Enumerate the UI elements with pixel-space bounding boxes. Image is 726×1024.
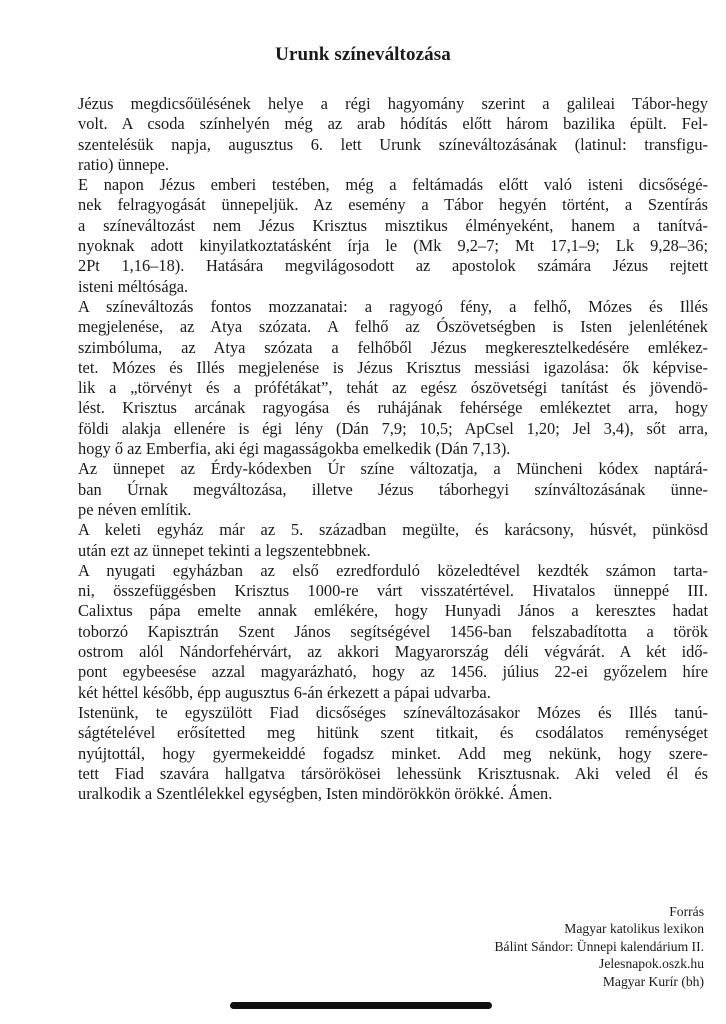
text-line: 2Pt 1,16–18). Hatására megvilágosodott az apostolok számára Jézus rejtett bbox=[78, 256, 708, 276]
text-line: Jézus megdicsőülésének helye a régi hagyomány szerint a galileai Tábor-hegy bbox=[78, 94, 708, 113]
paragraph bbox=[78, 561, 708, 703]
text-line: nyoknak adott kinyilatkoztatásként írja le (Mk 9,2–7; Mt 17,1–9; Lk 9,28–36; bbox=[78, 236, 708, 256]
text-line: ban Úrnak megváltozása, illetve Jézus táborhegyi színváltozásának ünne- bbox=[78, 479, 708, 499]
text-line: ni, összefüggésben Krisztus 1000-re várt visszatértével. Hivatalos ünneppé III. bbox=[78, 581, 708, 601]
sources-block bbox=[494, 903, 704, 990]
home-indicator-bar[interactable] bbox=[230, 1002, 492, 1009]
text-line: isteni méltósága. bbox=[78, 276, 189, 296]
source-item: Magyar katolikus lexikon bbox=[564, 921, 704, 937]
text-line: A nyugati egyházban az első ezredforduló közeledtével kezdték számon tarta- bbox=[78, 560, 708, 580]
text-line: tet. Mózes és Illés megjelenése is Jézus Krisztus messiási igazolása: ők képvise- bbox=[78, 357, 708, 377]
text-line: nek felragyogását ünnepeljük. Az esemény a Tábor hegyén történt, a Szentírás bbox=[78, 195, 708, 215]
text-line: nyújtottál, hogy gyermekeiddé fogadsz minket. Add meg nekünk, hogy szere- bbox=[78, 743, 708, 763]
source-item: Jelesnapok.oszk.hu bbox=[599, 956, 704, 972]
text-line: szimbóluma, az Atya szózata a felhőből Jézus megkeresztelkedésére emlékez- bbox=[78, 337, 708, 357]
text-line: E napon Jézus emberi testében, még a feltámadás előtt való isteni dicsőségé- bbox=[78, 175, 708, 195]
text-line: lést. Krisztus arcának ragyogása és ruhájának fehérsége emlékeztet arra, hogy bbox=[78, 398, 708, 418]
text-line: uralkodik a Szentlélekkel egységben, Isten mindörökkön örökké. Ámen. bbox=[78, 784, 553, 804]
text-line: Calixtus pápa emelte annak emlékére, hogy Hunyadi János a keresztes hadat bbox=[78, 601, 708, 621]
text-line: toborzó Kapisztrán Szent János segítségével 1456-ban felszabadította a török bbox=[78, 621, 708, 641]
text-line: megjelenése, az Atya szózata. A felhő az Ószövetségben is Isten jelenlétének bbox=[78, 317, 708, 337]
paragraph bbox=[78, 520, 708, 561]
paragraph bbox=[78, 175, 708, 297]
text-line: a színeváltozást nem Jézus Krisztus misztikus élményeként, hanem a tanítvá- bbox=[78, 215, 708, 235]
paragraph bbox=[78, 459, 708, 520]
text-line: pe néven említik. bbox=[78, 499, 192, 519]
text-line: földi alakja ellenére is égi lény (Dán 7,9; 10,5; ApCsel 1,20; Jel 3,4), sőt arra, bbox=[78, 418, 708, 438]
paragraph bbox=[78, 703, 708, 804]
text-line: ságtételével erősítetted meg hitünk szent titkait, és csodálatos reménységet bbox=[78, 723, 708, 743]
text-line: A színeváltozás fontos mozzanatai: a ragyogó fény, a felhő, Mózes és Illés bbox=[78, 296, 708, 316]
text-line: hogy ő az Emberfia, aki égi magasságokba emelkedik (Dán 7,13). bbox=[78, 439, 511, 459]
source-item: Magyar Kurír (bh) bbox=[602, 973, 704, 989]
article-body bbox=[78, 94, 708, 804]
paragraph bbox=[78, 94, 708, 175]
page-title: Urunk színeváltozása bbox=[275, 44, 451, 65]
text-line: lik a „törvényt és a prófétákat”, tehát az egész ószövetségi tanítást és jövendö- bbox=[78, 378, 708, 398]
text-line: A keleti egyház már az 5. században megülte, és karácsony, húsvét, pünkösd bbox=[78, 520, 708, 540]
text-line: volt. A csoda színhelyén még az arab hódítás előtt három bazilika épült. Fel- bbox=[78, 114, 708, 134]
text-line: két héttel később, épp augusztus 6-án érkezett a pápai udvarba. bbox=[78, 682, 491, 702]
paragraph bbox=[78, 297, 708, 459]
text-line: Az ünnepet az Érdy-kódexben Úr színe változatja, a Müncheni kódex naptárá- bbox=[78, 459, 708, 479]
source-item: Bálint Sándor: Ünnepi kalendárium II. bbox=[494, 938, 704, 954]
text-line: ostrom alól Nándorfehérvárt, az akkori Magyarország déli végvárát. A két idő- bbox=[78, 642, 708, 662]
text-line: tett Fiad szavára hallgatva társörökösei lehessünk Krisztusnak. Aki veled él és bbox=[78, 763, 708, 783]
text-line: ratio) ünnepe. bbox=[78, 154, 170, 174]
text-line: pont egybeesése azzal magyarázható, hogy az 1456. július 22-ei győzelem híre bbox=[78, 662, 708, 682]
text-line: Istenünk, te egyszülött Fiad dicsőséges színeváltozásakor Mózes és Illés tanú- bbox=[78, 702, 708, 722]
text-line: szentelésük napja, augusztus 6. lett Urunk színeváltozásának (latinul: transfigu- bbox=[78, 134, 708, 154]
text-line: után ezt az ünnepet tekinti a legszentebbnek. bbox=[78, 540, 371, 560]
sources-heading: Forrás bbox=[669, 904, 704, 919]
